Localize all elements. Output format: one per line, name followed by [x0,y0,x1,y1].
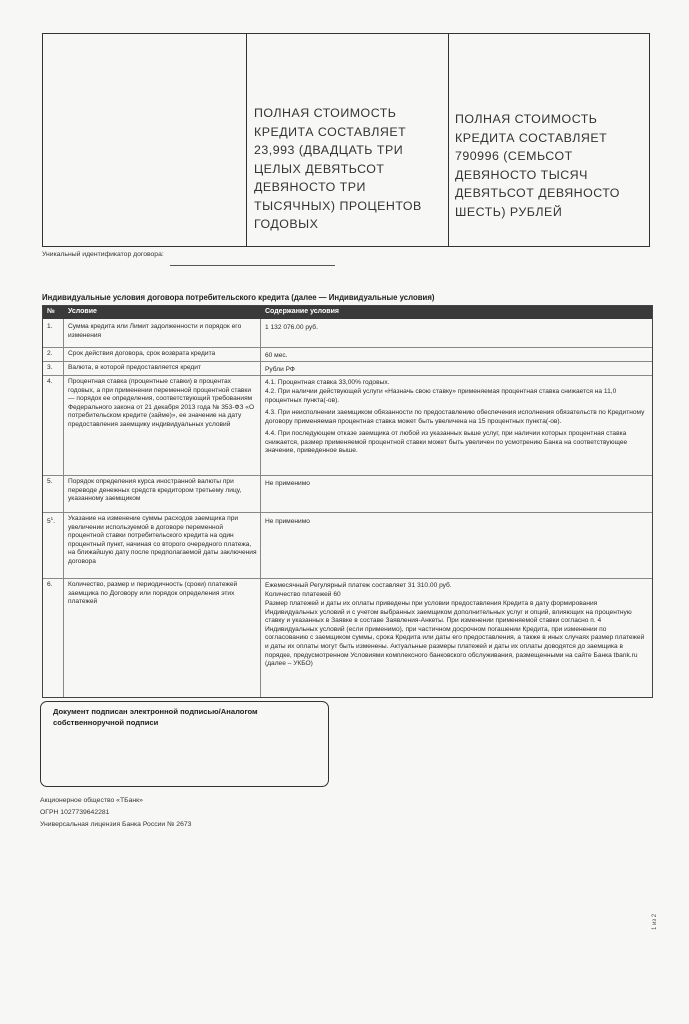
row-1-condition: Сумма кредита или Лимит задолженности и порядок его изменения [68,323,242,339]
row-5-content: Не применимо [265,480,310,487]
row-1-num: 1. [47,323,53,330]
row-4-content-2: 4.2. При наличии действующей услуги «Назначь свою ставку» применяемая процентная ставка снижается на 11,0 процентных пункта(-ов). [265,388,617,404]
header-condition: Условие [68,308,97,315]
row-5-1-num [47,515,55,527]
row-divider [43,512,652,513]
row-divider [43,347,652,348]
row-divider [43,475,652,476]
row-5-1-num-suffix: . [53,518,56,526]
row-5-1-num-main: 5 [47,518,51,526]
footer-ogrn: ОГРН 1027739642281 [40,809,110,816]
row-5-num: 5. [47,478,53,485]
header-content: Содержание условия [265,308,340,315]
contract-id-line [170,265,335,266]
row-divider [43,578,652,579]
row-3-condition: Валюта, в которой предоставляется кредит [68,364,201,371]
row-4-content-3: 4.3. При неисполнении заемщиком обязанности по предоставлению обеспечения исполнения обязательств по Кредитному договору применяемая процентная ставка может быть увеличена на 15 процентных пункта(-ов). [265,409,645,425]
footer-license: Универсальная лицензия Банка России № 2673 [40,821,192,828]
row-1-content: 1 132 076.00 руб. [265,324,318,331]
row-6-content-2: Количество платежей 60 [265,591,341,598]
full-cost-amount: ПОЛНАЯ СТОИМОСТЬ КРЕДИТА СОСТАВЛЯЕТ 790996 (СЕМЬСОТ ДЕВЯНОСТО ТЫСЯЧ ДЕВЯТЬСОТ ДЕВЯНОСТО ШЕСТЬ) РУБЛЕЙ [455,112,620,219]
page-number: 1 из 2 [652,913,658,930]
cost-box-empty-cell [43,34,247,246]
row-4-content-4: 4.4. При последующем отказе заемщика от любой из указанных выше услуг, при наличии которых процентная ставка снижается, размер применяемой процентной ставки может быть увеличен по усмотрению Банка на соответствующее значение, приведенное выше. [265,430,628,455]
row-4-content-1: 4.1. Процентная ставка 33,00% годовых. [265,379,390,386]
row-6-content-1: Ежемесячный Регулярный платеж составляет 31 310.00 руб. [265,582,452,589]
row-5-1-content: Не применимо [265,518,310,525]
table-header [43,306,652,319]
row-5-1-num-sup: 1 [50,516,54,521]
row-3-content: Рубли РФ [265,366,295,373]
row-2-num: 2. [47,350,53,357]
conditions-table [42,305,653,698]
row-6-condition: Количество, размер и периодичность (сроки) платежей заемщика по Договору или порядок определения этих платежей [68,581,238,606]
header-num: № [47,308,55,315]
row-divider [43,361,652,362]
row-6-content-3: Размер платежей и даты их оплаты приведены при условии предоставления Кредита в дату формирования Индивидуальных условий и с учетом выбранных заемщиком дополнительных услуг и опций, влияющих на процентную ставку и указанных в Заявке в составе Заявления-Анкеты. При изменении применяемой ставки согласно п. 4 Индивидуальных условий (если применимо), при частичном досрочном погашении Кредита, при изменении по согласованию с заемщиком суммы, срока Кредита или даты его предоставления, а также в иных случаях размер платежей и даты их оплаты могут быть изменены. Актуальные размеры платежей и даты их оплаты доводятся до заемщика в порядке, предусмотренном Условиями комплексного банковского обслуживания, размещенными на сайте Банка tbank.ru (далее – УКБО) [265,600,645,668]
row-3-num: 3. [47,364,53,371]
row-5-1-condition: Указание на изменение суммы расходов заемщика при увеличении используемой в договоре переменной процентной ставки потребительского кредита на один процентный пункт, начиная со второго очередного платежа, на ближайшую дату после предполагаемой даты заключения договора [68,515,257,565]
row-2-condition: Срок действия договора, срок возврата кредита [68,350,216,357]
cost-box-percent-cell [247,34,449,246]
section-title: Индивидуальные условия договора потребительского кредита (далее — Индивидуальные условия) [42,293,435,302]
row-5-condition: Порядок определения курса иностранной валюты при переводе денежных средств кредитором третьему лицу, указанному заемщиком [68,478,242,503]
row-4-num: 4. [47,378,53,385]
signature-box [40,701,329,787]
credit-cost-box [42,33,650,247]
full-cost-percent: ПОЛНАЯ СТОИМОСТЬ КРЕДИТА СОСТАВЛЯЕТ 23,993 (ДВАДЦАТЬ ТРИ ЦЕЛЫХ ДЕВЯТЬСОТ ДЕВЯНОСТО ТРИ ТЫСЯЧНЫХ) ПРОЦЕНТОВ ГОДОВЫХ [254,106,422,231]
row-2-content: 60 мес. [265,352,288,359]
footer-company: Акционерное общество «ТБанк» [40,797,143,804]
contract-id-label: Уникальный идентификатор договора: [42,251,164,258]
row-6-num: 6. [47,581,53,588]
row-divider [43,375,652,376]
signature-text: Документ подписан электронной подписью/Аналогом собственноручной подписи [53,707,258,727]
cost-box-amount-cell [449,34,649,246]
row-4-condition: Процентная ставка (процентные ставки) в процентах годовых, а при применении переменной процентной ставки — порядок ее определения, соответствующий требованиям Федерального закона от 21 декабря 2013 года № 353-ФЗ «О потребительском кредите (займе)», ее значение на дату предоставления заемщику индивидуальных условий [68,378,255,428]
